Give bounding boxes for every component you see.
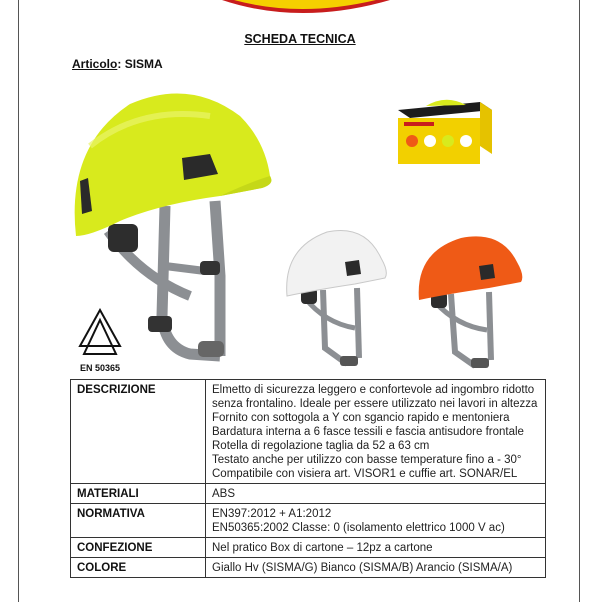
spec-line: EN50365:2002 Classe: 0 (isolamento elettrico 1000 V ac)	[212, 522, 505, 534]
spec-row-descrizione	[71, 380, 546, 484]
spec-line: ABS	[212, 488, 236, 500]
orange-helmet-image	[417, 234, 525, 372]
spec-value	[206, 538, 546, 558]
certification-mark	[70, 308, 130, 373]
double-triangle-icon	[76, 308, 124, 356]
spec-line: senza frontalino. Ideale per essere utilizzato nei lavori in altezza	[212, 398, 538, 410]
spec-row-materiali	[71, 484, 546, 504]
white-helmet-image	[285, 228, 389, 370]
spec-line: Bardatura interna a 6 fasce tessili e fascia antisudore frontale	[212, 426, 524, 438]
page-title: SCHEDA TECNICA	[244, 32, 356, 46]
spec-key: CONFEZIONE	[71, 538, 206, 558]
spec-row-confezione	[71, 538, 546, 558]
spec-line: EN397:2012 + A1:2012	[212, 508, 332, 520]
spec-row-colore	[71, 558, 546, 578]
article-line: Articolo: SISMA	[72, 57, 163, 71]
spec-row-normativa	[71, 504, 546, 538]
brand-logo	[0, 0, 600, 30]
certification-code: EN 50365	[79, 363, 121, 373]
spec-line: Giallo Hv (SISMA/G) Bianco (SISMA/B) Arancio (SISMA/A)	[212, 562, 513, 574]
spec-key: MATERIALI	[71, 484, 206, 504]
spec-line: Compatibile con visiera art. VISOR1 e cuffie art. SONAR/EL	[212, 468, 518, 480]
spec-table	[70, 379, 546, 578]
spec-key: NORMATIVA	[71, 504, 206, 538]
spec-line: Testato anche per utilizzo con basse temperature fino a - 30°	[212, 454, 522, 466]
spec-line: Rotella di regolazione taglia da 52 a 63 cm	[212, 440, 430, 452]
spec-value	[206, 484, 546, 504]
spec-value	[206, 504, 546, 538]
article-value: SISMA	[124, 57, 163, 71]
spec-line: Elmetto di sicurezza leggero e confortevole ad ingombro ridotto	[212, 384, 535, 396]
spec-line: Fornito con sottogola a Y con sgancio rapido e mentoniera	[212, 412, 510, 424]
spec-value	[206, 558, 546, 578]
product-box-image	[396, 96, 494, 166]
spec-key: COLORE	[71, 558, 206, 578]
article-label: Articolo	[72, 57, 118, 71]
spec-key: DESCRIZIONE	[71, 380, 206, 484]
spec-value	[206, 380, 546, 484]
spec-line: Nel pratico Box di cartone – 12pz a cartone	[212, 542, 433, 554]
